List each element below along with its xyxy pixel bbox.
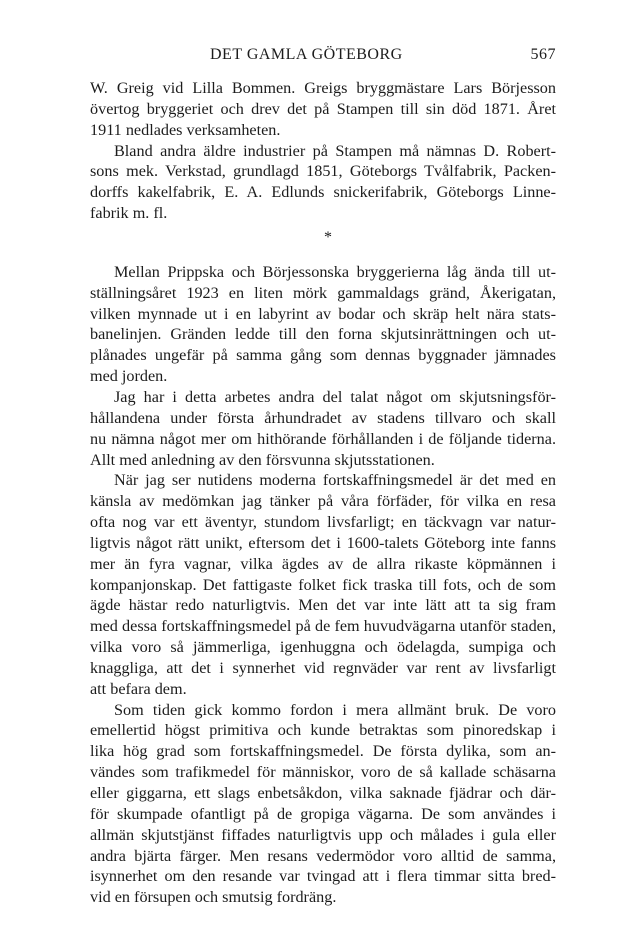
- text-line: isynnerhet om den resande var tvingad att i flera timmar sitta bred-: [90, 867, 556, 886]
- text-line: vilka voro så jämmerliga, igenhuggna och ödelagda, sumpiga och: [90, 638, 556, 657]
- text-line: hållandena under första århundradet av stadens tillvaro och skall: [90, 408, 556, 427]
- text-line: med jorden.: [90, 367, 168, 386]
- text-line: kompanjonskap. Det fattigaste folket fick traska till fots, och de som: [90, 575, 556, 594]
- body-text: [90, 78, 556, 908]
- text-line: vilken mynnade ut i en labyrint av bodar och skräp helt nära stats-: [90, 304, 556, 323]
- page-number: 567: [530, 46, 556, 63]
- text-line: fabrik m. fl.: [90, 204, 168, 223]
- text-line: eller giggarna, ett slags enbetsåkdon, vilka saknade fjädrar och där-: [90, 784, 556, 802]
- text-line: banelinjen. Gränden ledde till den forna skjutsinrättningen och ut-: [90, 325, 556, 344]
- text-line: knaggliga, att det i synnerhet vid regnväder var rent av livsfarligt: [90, 658, 556, 677]
- text-line: vändes som trafikmedel för människor, voro de så kallade schäsarna: [90, 763, 556, 782]
- text-line: emellertid högst primitiva och kunde betraktas som pinoredskap i: [90, 721, 556, 740]
- text-line: ofta nog var ett äventyr, stundom livsfarligt; en täckvagn var natur-: [90, 513, 556, 532]
- text-line: med dessa fortskaffningsmedel på de fem huvudvägarna utanför staden,: [90, 617, 556, 636]
- text-line: W. Greig vid Lilla Bommen. Greigs bryggmästare Lars Börjesson: [90, 79, 556, 97]
- text-line: känsla av medömkan jag tänker på våra förfäder, för vilka en resa: [90, 492, 556, 511]
- section-separator: *: [324, 228, 332, 246]
- text-line: 1911 nedlades verksamheten.: [90, 120, 281, 139]
- text-line: andra bjärta färger. Men resans vedermödor voro alltid de samma,: [90, 846, 556, 865]
- text-line: ligtvis något rätt unikt, eftersom det i 1600-talets Göteborg inte fanns: [90, 533, 556, 552]
- text-line: mer än fyra vagnar, vilka ägdes av de allra rikaste köpmännen i: [90, 554, 556, 573]
- text-line: sons mek. Verkstad, grundlagd 1851, Göteborgs Tvålfabrik, Packen-: [90, 162, 556, 181]
- text-line: nu nämna något mer om hithörande förhållanden i de följande tiderna.: [90, 429, 556, 448]
- text-line: Jag har i detta arbetes andra del talat något om skjutsningsför-: [114, 387, 556, 406]
- text-line: Allt med anledning av den försvunna skjutsstationen.: [90, 450, 435, 469]
- text-line: för skumpade ofantligt på de gropiga vägarna. De som användes i: [90, 804, 556, 823]
- text-line: allmän skjutstjänst fiffades naturligtvis upp och målades i gula eller: [90, 825, 556, 844]
- text-line: När jag ser nutidens moderna fortskaffningsmedel är det med en: [114, 471, 556, 490]
- text-line: ägde hästar redo naturligtvis. Men det var inte lätt att ta sig fram: [90, 596, 556, 615]
- running-title: DET GAMLA GÖTEBORG: [210, 46, 403, 63]
- text-line: lika hög grad som fortskaffningsmedel. De första dylika, som an-: [90, 742, 556, 761]
- text-line: Bland andra äldre industrier på Stampen må nämnas D. Robert-: [114, 141, 556, 160]
- text-line: dorffs kakelfabrik, E. A. Edlunds snickerifabrik, Göteborgs Linne-: [90, 183, 556, 202]
- text-line: ställningsåret 1923 en liten mörk gammaldags gränd, Åkerigatan,: [90, 283, 556, 302]
- text-line: plånades ungefär på samma gång som dennas byggnader jämnades: [90, 346, 556, 365]
- text-line: vid en försupen och smutsig fordräng.: [90, 888, 337, 907]
- text-line: Mellan Prippska och Börjessonska bryggerierna låg ända till ut-: [114, 262, 556, 281]
- text-line: att befara dem.: [90, 679, 187, 698]
- text-line: Som tiden gick kommo fordon i mera allmänt bruk. De voro: [114, 700, 556, 719]
- text-line: övertog bryggeriet och drev det på Stampen till sin död 1871. Året: [90, 99, 556, 118]
